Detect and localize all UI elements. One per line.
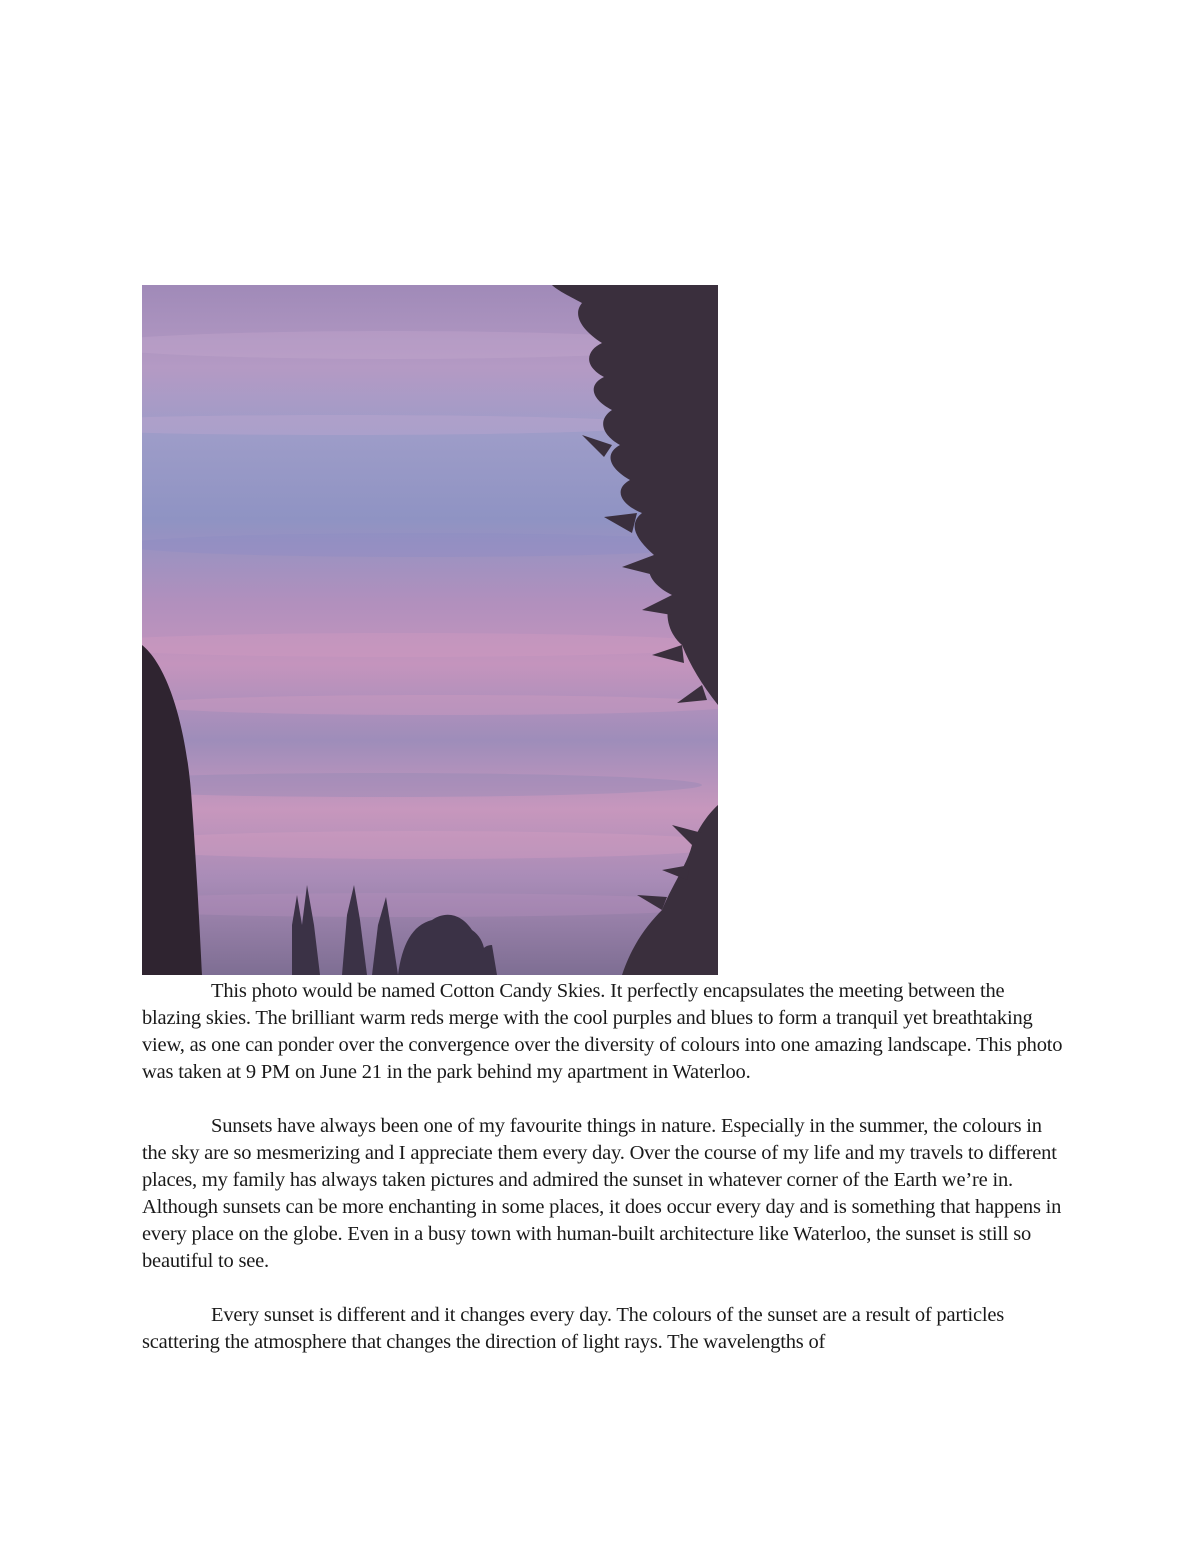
paragraph-1: This photo would be named Cotton Candy Skies. It perfectly encapsulates the meeting between the blazing skies. The brilliant warm reds merge with the cool purples and blues to form a tranquil yet breathtaking view, as one can ponder over the convergence over the diversity of colours into one amazing landscape. This photo was taken at 9 PM on June 21 in the park behind my apartment in Waterloo. xyxy=(142,980,1063,1083)
body-text xyxy=(142,978,1067,1356)
paragraph-2: Sunsets have always been one of my favourite things in nature. Especially in the summer, the colours in the sky are so mesmerizing and I appreciate them every day. Over the course of my life and my travels to different places, my family has always taken pictures and admired the sunset in whatever corner of the Earth we’re in. Although sunsets can be more enchanting in some places, it does occur every day and is something that happens in every place on the globe. Even in a busy town with human-built architecture like Waterloo, the sunset is still so beautiful to see. xyxy=(142,1115,1062,1272)
sunset-photo xyxy=(142,285,718,975)
paragraph-3: Every sunset is different and it changes every day. The colours of the sunset are a result of particles scattering the atmosphere that changes the direction of light rays. The wavelengths of xyxy=(142,1304,1005,1353)
sunset-photo-image xyxy=(142,285,718,975)
